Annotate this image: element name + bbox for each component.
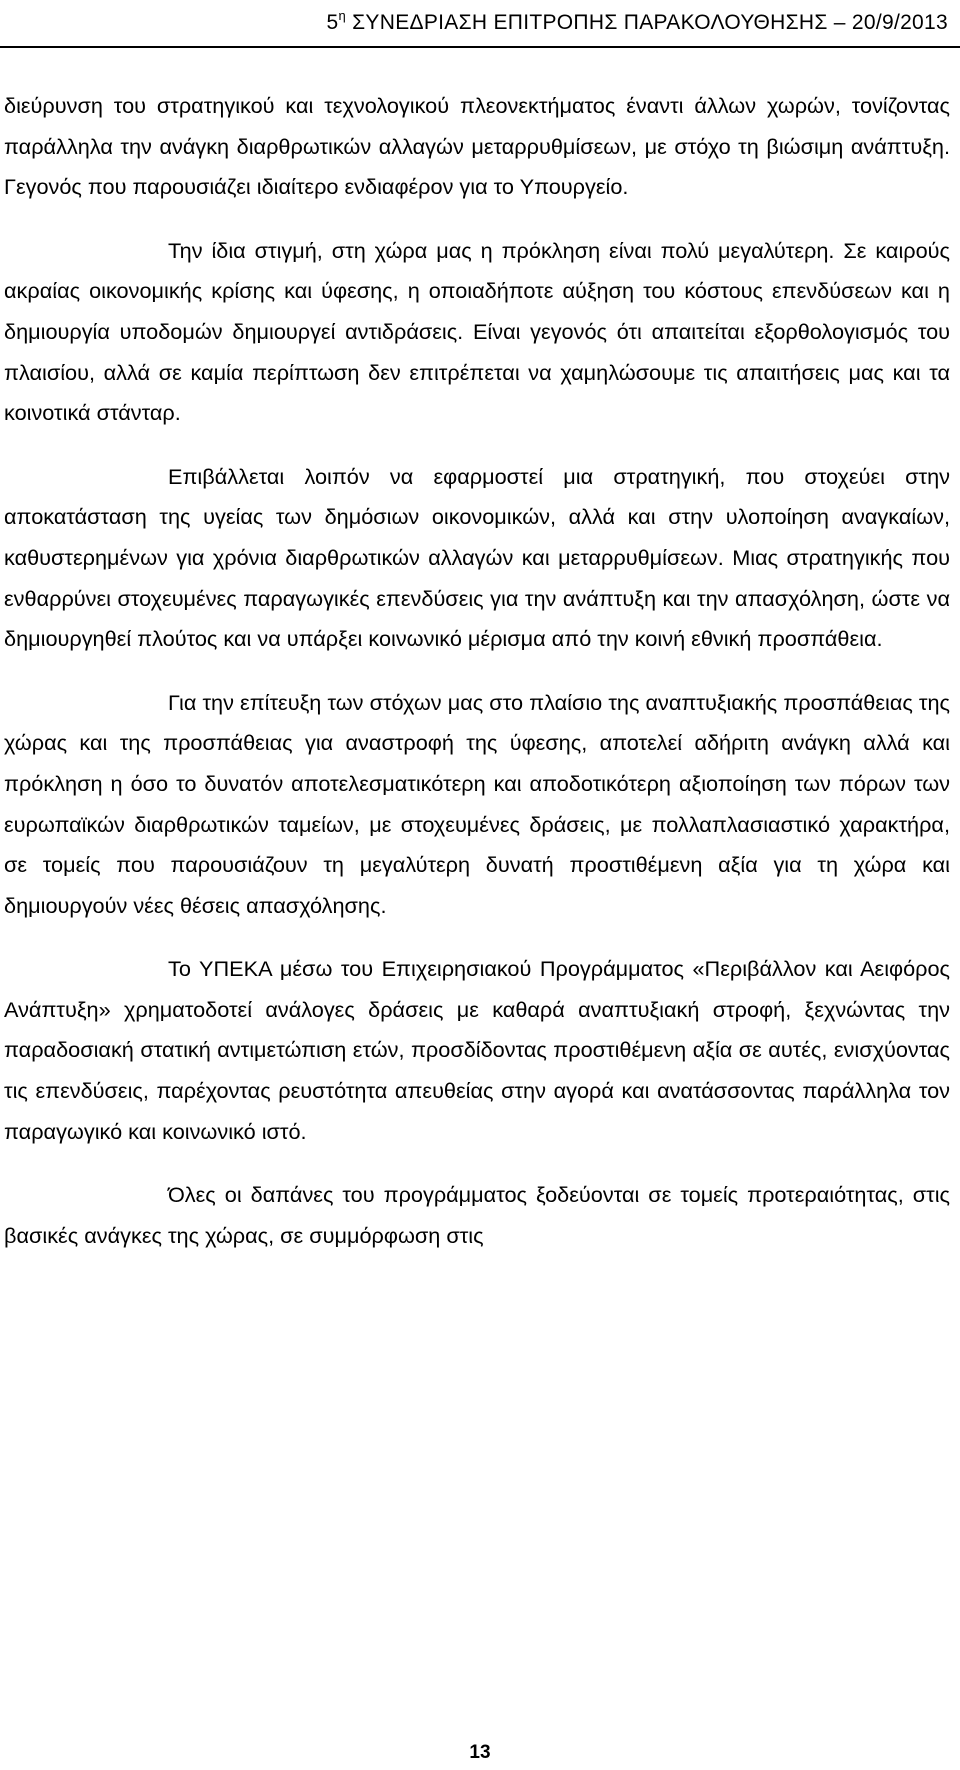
meeting-ordinal: 5 — [326, 11, 339, 34]
page-header — [0, 2, 960, 48]
paragraph-2: Την ίδια στιγμή, στη χώρα μας η πρόκληση είναι πολύ μεγαλύτερη. Σε καιρούς ακραίας οικονομικής κρίσης και ύφεσης, η οποιαδήποτε αύξηση του κόστους επενδύσεων και η δημιουργία υποδομών δημιουργεί αντιδράσεις. Είναι γεγονός ότι απαιτείται εξορθολογισμός του πλαισίου, αλλά σε καμία περίπτωση δεν επιτρέπεται να χαμηλώσουμε τις απαιτήσεις μας και τα κοινοτικά στάνταρ. — [4, 237, 950, 426]
page-number: 13 — [469, 1742, 491, 1763]
body-text — [4, 86, 950, 1279]
paragraph-1: διεύρυνση του στρατηγικού και τεχνολογικού πλεονεκτήματος έναντι άλλων χωρών, τονίζοντας παράλληλα την ανάγκη διαρθρωτικών αλλαγών μεταρρυθμίσεων, με στόχο τη βιώσιμη ανάπτυξη. Γεγονός που παρουσιάζει ιδιαίτερο ενδιαφέρον για το Υπουργείο. — [4, 93, 950, 200]
paragraph-3: Επιβάλλεται λοιπόν να εφαρμοστεί μια στρατηγική, που στοχεύει στην αποκατάσταση της υγείας των δημόσιων οικονομικών, αλλά και στην υλοποίηση αναγκαίων, καθυστερημένων για χρόνια διαρθρωτικών αλλαγών και μεταρρυθμίσεων. Μιας στρατηγικής που ενθαρρύνει στοχευμένες παραγωγικές επενδύσεις για την ανάπτυξη και την απασχόληση, ώστε να δημιουργηθεί πλούτος και να υπάρξει κοινωνικό μέρισμα από την κοινή εθνική προσπάθεια. — [4, 463, 950, 652]
paragraph-5: Το ΥΠΕΚΑ μέσω του Επιχειρησιακού Προγράμματος «Περιβάλλον και Αειφόρος Ανάπτυξη» χρηματοδοτεί ανάλογες δράσεις με καθαρά αναπτυξιακή στροφή, ξεχνώντας την παραδοσιακή στατική αντιμετώπιση ετών, προσδίδοντας προστιθέμενη αξία σε αυτές, ενισχύοντας τις επενδύσεις, παρέχοντας ρευστότητα απευθείας στην αγορά και ανατάσσοντας παράλληλα τον παραγωγικό και κοινωνικό ιστό. — [4, 956, 950, 1144]
paragraph-4: Για την επίτευξη των στόχων μας στο πλαίσιο της αναπτυξιακής προσπάθειας της χώρας και της προσπάθειας για αναστροφή της ύφεσης, αποτελεί αδήριτη ανάγκη αλλά και πρόκληση η όσο το δυνατόν αποτελεσματικότερη και αποδοτικότερη αξιοποίηση των πόρων των ευρωπαϊκών διαρθρωτικών ταμείων, με στοχευμένες δράσεις, με πολλαπλασιαστικό χαρακτήρα, σε τομείς που παρουσιάζουν τη μεγαλύτερη δυνατή προστιθέμενη αξία για τη χώρα και δημιουργούν νέες θέσεις απασχόλησης. — [4, 689, 950, 918]
meeting-title: ΣΥΝΕΔΡΙΑΣΗ ΕΠΙΤΡΟΠΗΣ ΠΑΡΑΚΟΛΟΥΘΗΣΗΣ – 20/9/2013 — [346, 11, 948, 34]
header-title — [326, 8, 948, 35]
paragraph-6: Όλες οι δαπάνες του προγράμματος ξοδεύονται σε τομείς προτεραιότητας, στις βασικές ανάγκες της χώρας, σε συμμόρφωση στις — [4, 1182, 950, 1248]
ordinal-suffix: η — [338, 8, 346, 23]
